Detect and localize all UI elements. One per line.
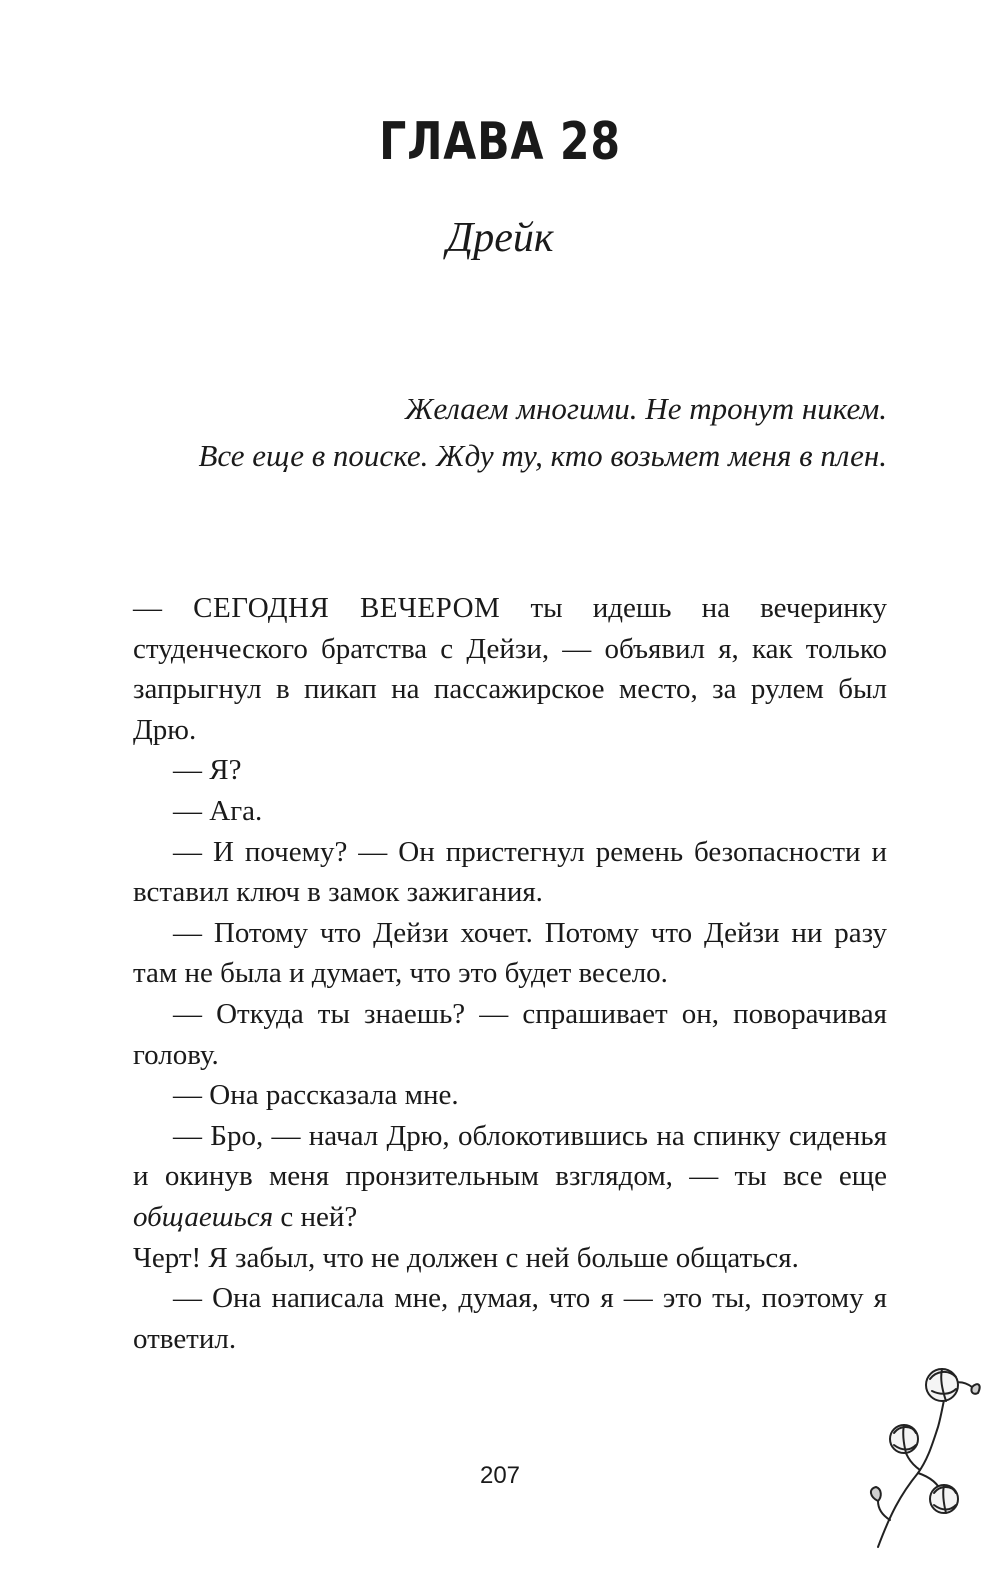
epigraph-line-2: Все еще в поиске. Жду ту, кто возьмет меня в плен. (198, 438, 887, 473)
paragraph-5: — Потому что Дейзи хочет. Потому что Дейзи ни разу там не была и думает, что это будет весело. (133, 916, 887, 990)
epigraph (127, 385, 887, 479)
paragraph-8-emphasis: общаешься (133, 1200, 274, 1233)
paragraph-1-rest: ты идешь на вечеринку студенческого братства с Дейзи, — объявил я, как только запрыгнул в пикап на пассажирское место, за рулем был Дрю. (133, 592, 887, 746)
paragraph-3: — Ага. (173, 794, 263, 827)
paragraph-8-after: с ней? (273, 1200, 358, 1233)
page-number: 207 (479, 1462, 521, 1489)
paragraph-4: — И почему? — Он пристегнул ремень безопасности и вставил ключ в замок зажигания. (133, 835, 887, 909)
epigraph-line-1: Желаем многими. Не тронут никем. (404, 391, 887, 426)
paragraph-8-before: — Бро, — начал Дрю, облокотившись на спинку сиденья и окинув меня пронзительным взглядом, — ты все еще (133, 1119, 887, 1193)
paragraph-7: — Она рассказала мне. (173, 1079, 459, 1112)
paragraph-6: — Откуда ты знаешь? — спрашивает он, поворачивая голову. (133, 997, 887, 1071)
chapter-narrator: Дрейк (446, 215, 554, 261)
paragraph-8 (133, 1116, 887, 1238)
body-text (133, 588, 887, 1359)
chapter-title: ГЛАВА 28 (379, 112, 621, 172)
paragraph-10: — Она написала мне, думая, что я — это ты, поэтому я ответил. (133, 1282, 887, 1355)
paragraph-1 (133, 588, 887, 750)
paragraph-1-caps: — СЕГОДНЯ ВЕЧЕРОМ (133, 592, 501, 624)
cotton-branch-icon (860, 1355, 985, 1555)
paragraph-2: — Я? (173, 754, 242, 787)
paragraph-9: Черт! Я забыл, что не должен с ней больше общаться. (133, 1241, 799, 1274)
